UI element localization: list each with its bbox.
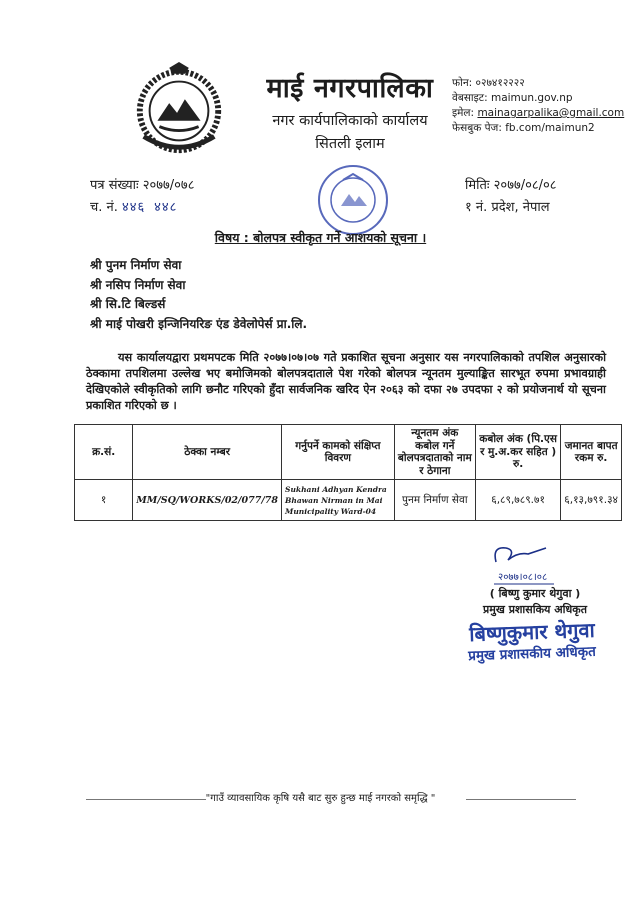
bid-table xyxy=(74,424,622,521)
header-description: गर्नुपर्ने कामको संक्षिप्त विवरण xyxy=(282,425,395,480)
footer-slogan: "गाउँ व्यावसायिक कृषि यसै बाट सुरु हुन्छ माई नगरको समृद्धि " xyxy=(205,793,436,804)
cell-description: Sukhani Adhyan Kendra Bhawan Nirman in Mai Municipality Ward-04 xyxy=(282,480,395,521)
reference-left xyxy=(90,175,194,219)
signer-name: ( बिष्णु कुमार थेगुवा ) xyxy=(489,587,581,600)
email-label: इमेल: xyxy=(452,107,478,119)
recipient-item: श्री सि.टि बिल्डर्स xyxy=(90,297,166,311)
contact-block xyxy=(452,76,624,136)
header-bidder: न्यूनतम अंक कबोल गर्ने बोलपत्रदाताको नाम र ठेगाना xyxy=(394,425,475,480)
table-header-row xyxy=(75,425,622,480)
signature-stamp-title: प्रमुख प्रशासकीय अधिकृत xyxy=(468,643,597,665)
letter-date: मितिः २०७७/०८/०८ xyxy=(465,178,557,193)
letter-number: पत्र संख्याः २०७७/०७८ xyxy=(90,178,195,193)
org-subtitle: नगर कार्यपालिकाको कार्यालय xyxy=(272,113,428,129)
subject-text: विषय : बोलपत्र स्वीकृत गर्ने आशयको सूचना । xyxy=(214,230,427,245)
handwritten-signature xyxy=(488,540,568,588)
phone: फोन: ०२७४१२२२२ xyxy=(452,77,525,89)
cell-contract-no: MM/SQ/WORKS/02/077/78 xyxy=(133,480,282,521)
header-bid-amount: कबोल अंक (पि.एस र मु.अ.कर सहित ) रु. xyxy=(475,425,560,480)
website-link[interactable]: वेबसाइट: maimun.gov.np xyxy=(452,92,573,104)
facebook-row xyxy=(452,121,624,136)
org-location: सितली इलाम xyxy=(315,136,385,152)
email-link[interactable]: mainagarpalika@gmail.com xyxy=(477,107,625,119)
office-stamp-icon xyxy=(313,160,393,240)
dispatch-value: ४४६ ४४८ xyxy=(122,200,178,215)
notice-body: यस कार्यालयद्वारा प्रथमपटक मिति २०७७।०७।०७ गते प्रकाशित सूचना अनुसार यस नगरपालिकाको तपशिल अनुसारको ठेक्कामा तपशिलमा उल्लेख भए बमोजिमको बोलपत्रदाताले पेश गरेको बोलपत्र न्यूनतम मुल्याङ्कित सारभूत रुपमा प्रभावग्राही देखिएकोले स्वीकृतिको लागि छनौट गरिएको हुँदा सार्वजनिक खरिद ऐन २०६३ को दफा २७ उपदफा २ को प्रयोजनार्थ यो सूचना प्रकाशित गरिएको छ । xyxy=(86,351,606,412)
dispatch-label: च. नं. xyxy=(90,200,118,215)
signature-stamp-name: बिष्णुकुमार थेगुवा xyxy=(468,617,596,647)
recipient-item: श्री नसिप निर्माण सेवा xyxy=(90,277,186,292)
recipients-list xyxy=(90,256,307,334)
province: १ नं. प्रदेश, नेपाल xyxy=(465,200,550,215)
recipient-item: श्री पुनम निर्माण सेवा xyxy=(90,258,182,272)
header-sn: क्र.सं. xyxy=(75,425,133,480)
facebook-link[interactable]: fb.com/maimun2 xyxy=(505,122,595,134)
signer-title: प्रमुख प्रशासकिय अधिकृत xyxy=(483,603,587,616)
reference-right xyxy=(465,175,557,219)
org-name: माई नगरपालिका xyxy=(266,73,434,104)
subject-line xyxy=(0,229,641,246)
municipality-emblem xyxy=(130,60,228,158)
cell-security: ६,१३,७९१.३४ xyxy=(561,480,622,521)
cell-sn: १ xyxy=(75,480,133,521)
email-row xyxy=(452,106,624,121)
table-row xyxy=(75,480,622,521)
facebook-label: फेसबुक पेज: xyxy=(452,122,506,134)
header-contract-no: ठेक्का नम्बर xyxy=(133,425,282,480)
dispatch-number xyxy=(90,197,194,219)
cell-bidder: पुनम निर्माण सेवा xyxy=(394,480,475,521)
recipient-item: श्री माई पोखरी इन्जिनियरिङ एंड डेवेलोपेर्स प्रा.लि. xyxy=(90,316,308,331)
cell-bid-amount: ६,८९,७८९.७१ xyxy=(475,480,560,521)
header-security: जमानत बापत रकम रु. xyxy=(561,425,622,480)
signature-date: २०७७।०८।०८ xyxy=(498,572,548,583)
